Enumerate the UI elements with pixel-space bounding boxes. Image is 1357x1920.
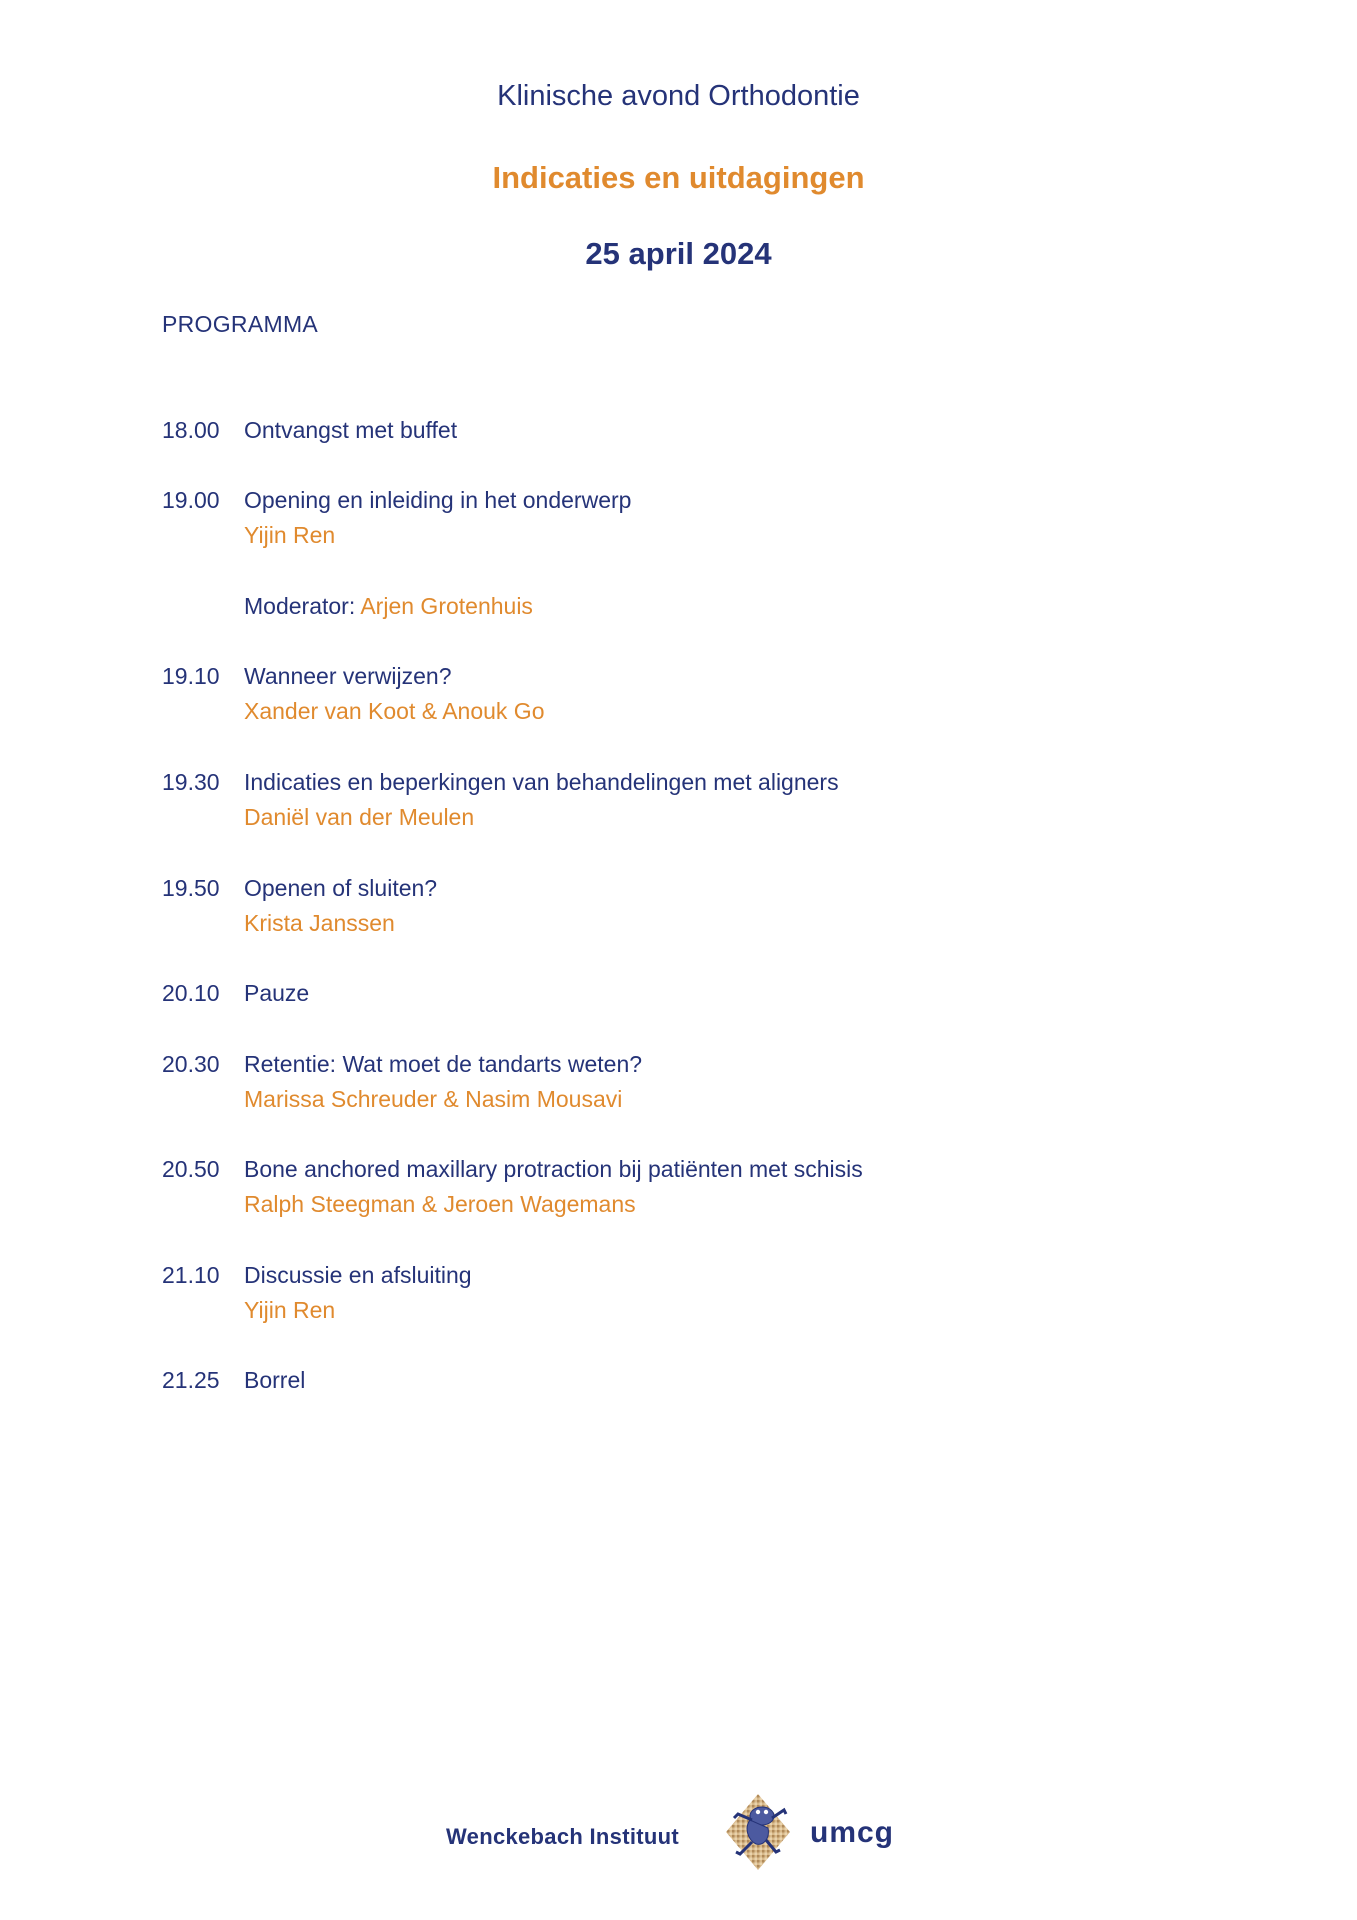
schedule-activity: Borrel [244,1367,306,1393]
schedule-time: 19.30 [162,769,220,795]
schedule-activity: Openen of sluiten? [244,875,438,901]
schedule-activity: Discussie en afsluiting [244,1262,472,1288]
schedule-speaker: Marissa Schreuder & Nasim Mousavi [244,1086,623,1112]
schedule-time: 21.10 [162,1262,220,1288]
schedule-speaker: Ralph Steegman & Jeroen Wagemans [244,1191,636,1217]
schedule-time: 19.50 [162,875,220,901]
schedule-time: 18.00 [162,417,220,443]
footer-logos [0,1790,1357,1890]
schedule-activity: Indicaties en beperkingen van behandelingen met aligners [244,769,839,795]
schedule-speaker: Xander van Koot & Anouk Go [244,698,545,724]
schedule-time: 20.50 [162,1156,220,1182]
program-heading: PROGRAMMA [162,311,319,337]
event-title: Klinische avond Orthodontie [497,80,860,112]
institute-name: Wenckebach Instituut [446,1824,679,1849]
moderator-text [244,589,1144,624]
event-date: 25 april 2024 [585,236,772,271]
umcg-logo-text: umcg [810,1816,895,1849]
frog-logo-icon [722,1790,794,1874]
schedule-speaker: Daniël van der Meulen [244,804,475,830]
schedule-time: 21.25 [162,1367,220,1393]
schedule-time: 19.10 [162,663,220,689]
schedule-activity: Pauze [244,980,310,1006]
schedule-speaker: Yijin Ren [244,522,336,548]
schedule-activity: Retentie: Wat moet de tandarts weten? [244,1051,643,1077]
schedule-speaker: Yijin Ren [244,1297,336,1323]
schedule-activity: Wanneer verwijzen? [244,663,452,689]
event-subtitle: Indicaties en uitdagingen [492,160,865,195]
schedule-activity: Bone anchored maxillary protraction bij patiënten met schisis [244,1156,863,1182]
moderator-name: Arjen Grotenhuis [360,593,533,619]
schedule-activity: Opening en inleiding in het onderwerp [244,487,632,513]
schedule-time: 20.10 [162,980,220,1006]
schedule-time: 20.30 [162,1051,220,1077]
schedule-time: 19.00 [162,487,220,513]
schedule-speaker: Krista Janssen [244,910,395,936]
moderator-label: Moderator: [244,593,356,619]
schedule-activity: Ontvangst met buffet [244,417,458,443]
